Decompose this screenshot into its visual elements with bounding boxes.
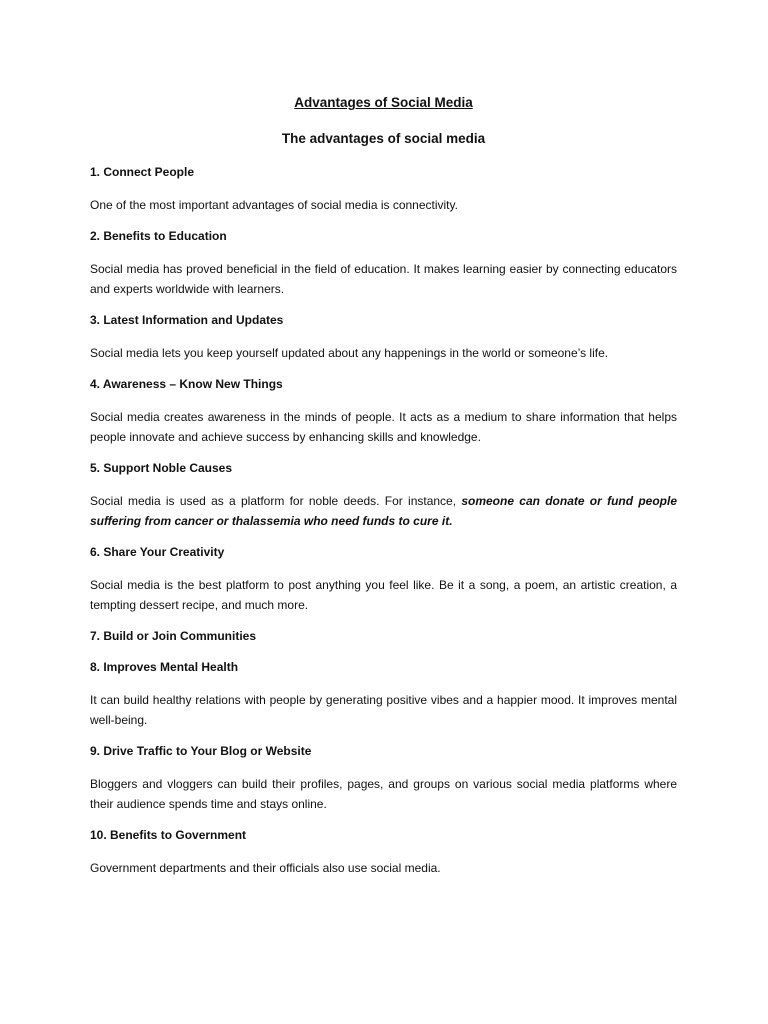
section-heading-noble-causes: 5. Support Noble Causes [90,461,233,475]
section-heading-latest-information: 3. Latest Information and Updates [90,313,284,327]
document-page [90,94,677,891]
section-text-noble-causes-plain: Social media is used as a platform for noble deeds. For instance, [90,494,462,508]
section-text-education: Social media has proved beneficial in the field of education. It makes learning easier by connecting educators and experts worldwide with learners. [90,262,677,296]
section-heading-creativity: 6. Share Your Creativity [90,545,225,559]
section-heading-government: 10. Benefits to Government [90,828,247,842]
section-text-noble-causes [90,491,677,531]
section-text-mental-health: It can build healthy relations with people by generating positive vibes and a happier mood. It improves mental well-being. [90,693,677,727]
section-text-awareness: Social media creates awareness in the minds of people. It acts as a medium to share information that helps people innovate and achieve success by enhancing skills and knowledge. [90,410,677,444]
section-heading-awareness: 4. Awareness – Know New Things [90,377,283,391]
section-text-noble-causes-emphasis: someone can donate or fund people suffering from cancer or thalassemia who need funds to cure it. [90,494,677,528]
section-text-latest-information: Social media lets you keep yourself updated about any happenings in the world or someone’s life. [90,346,609,360]
section-text-connect-people: One of the most important advantages of social media is connectivity. [90,198,458,212]
document-title: Advantages of Social Media [294,95,473,110]
section-heading-communities: 7. Build or Join Communities [90,629,257,643]
section-text-government: Government departments and their officials also use social media. [90,861,441,875]
section-text-drive-traffic: Bloggers and vloggers can build their profiles, pages, and groups on various social media platforms where their audience spends time and stays online. [90,777,677,811]
section-heading-mental-health: 8. Improves Mental Health [90,660,239,674]
section-heading-drive-traffic: 9. Drive Traffic to Your Blog or Website [90,744,312,758]
document-subtitle: The advantages of social media [281,131,486,146]
section-heading-connect-people: 1. Connect People [90,165,195,179]
section-text-creativity: Social media is the best platform to post anything you feel like. Be it a song, a poem, an artistic creation, a tempting dessert recipe, and much more. [90,578,677,612]
section-heading-education: 2. Benefits to Education [90,229,227,243]
